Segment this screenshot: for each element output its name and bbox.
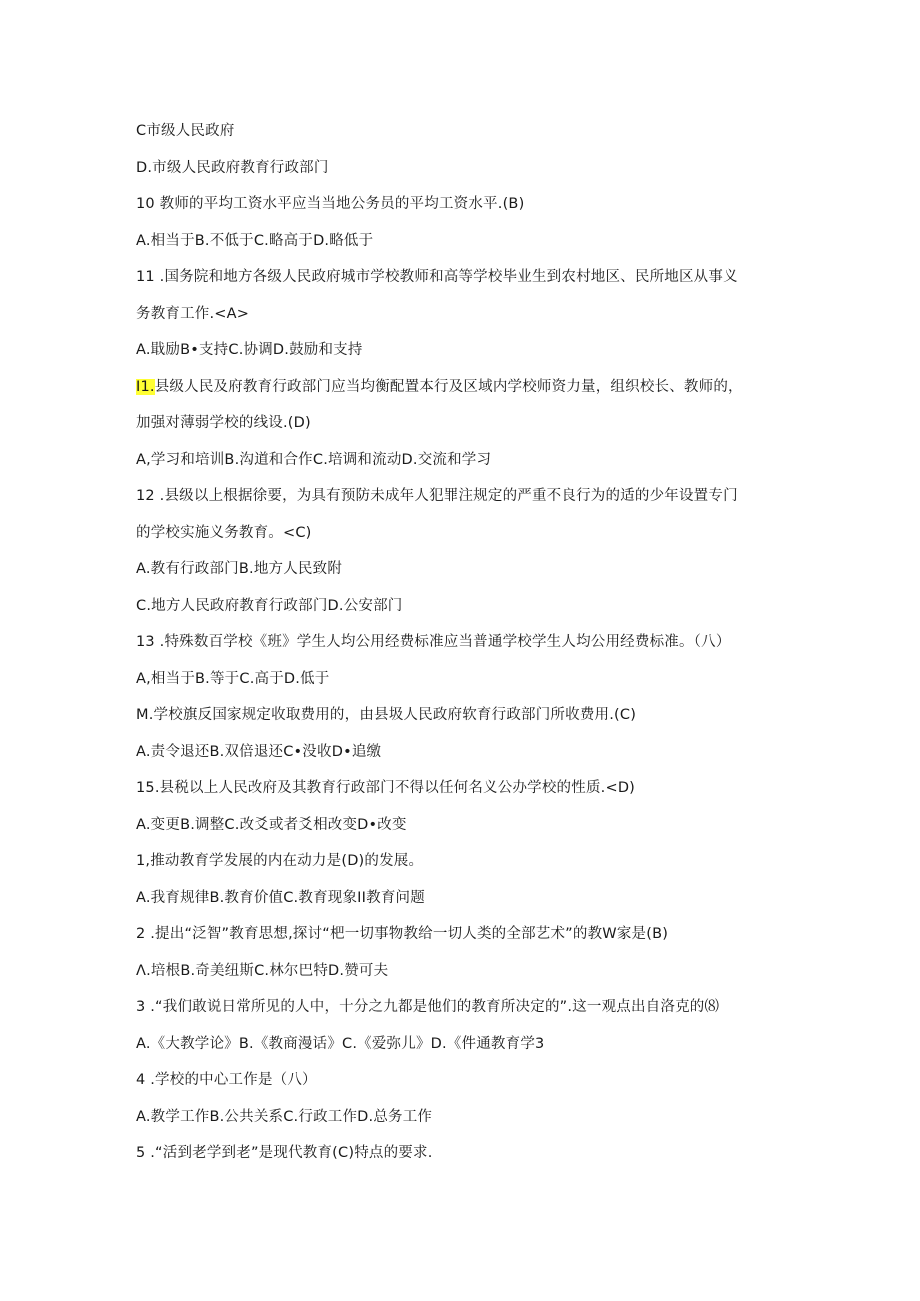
text-line-6: 务教育工作.<A> [136,305,250,322]
text-line-13: A.教有行政部门B.地方人民致附 [136,561,343,577]
text-line-5: 11 .国务院和地方各级人民政府城市学校教师和高等学校毕业生到农村地区、民所地区从事义 [136,269,738,285]
text-line-11: 12 .县级以上根据徐要，为具有预防未成年人犯罪注规定的严重不良行为的适的少年设置专门 [136,488,738,504]
text-line-25: 3 .“我们敢说日常所见的人中，十分之九都是他们的教育所决定的”.这一观点出自洛克的⑻ [136,999,720,1015]
text-line-22: A.我育规律B.教育价值C.教育现象II教育问题 [136,889,425,906]
text-line-21: 1,推动教育学发展的内在动力是(D)的发展。 [136,853,424,869]
text-line-24: Λ.培根B.奇美纽斯C.林尔巴特D.赞可夫 [136,962,389,979]
text-line-27: 4 .学校的中心工作是（八） [136,1072,317,1088]
text-line-14: C.地方人民政府教育行政部门D.公安部门 [136,597,403,614]
text-line-9: 加强对薄弱学校的线设.(D) [136,415,311,431]
text-line-3: 10 教师的平均工资水平应当当地公务员的平均工资水平.(B) [136,196,525,212]
text-line-10: A,学习和培训B.沟道和合作C.培调和流动D.交流和学习 [136,451,492,468]
text-line-15: 13 .特殊数百学校《班》学生人均公用经费标准应当普通学校学生人均公用经费标准。（八） [136,634,731,650]
text-line-17: M.学校旗反国家规定收取费用的，由县圾人民政府软育行政部门所收费用.(C) [136,707,637,723]
text-line-1: C市级人民政府 [136,123,235,139]
text-line-26: A.《大教学论》B.《教商漫话》C.《爱弥儿》D.《件通教育学3 [136,1035,545,1052]
text-line-20: A.变更B.调整C.改爻或者爻相改变D•改变 [136,816,407,833]
text-line-23: 2 .提出“泛智”教育思想,探讨“杷一切事物教给一切人类的全部艺术”的教W家是(B) [136,926,669,942]
text-line-16: A,相当于B.等于C.高于D.低于 [136,670,330,687]
text-line-12: 的学校实施义务教育。<C) [136,524,312,541]
text-line-18: A.责令退还B.双倍退还C•没收D•追缴 [136,743,382,760]
text-line-7: A.戢励B•支持C.协调D.鼓励和支持 [136,342,363,358]
text-line-29: 5 .“活到老学到老”是现代教育(C)特点的要求. [136,1145,433,1161]
document-body [136,113,786,1172]
text-line-8-rest: 县级人民及府教育行政部门应当均衡配置本行及区域内学校师资力量，组织校长、教师的， [154,378,743,395]
text-line-4: A.相当于B.不低于C.略高于D.略低于 [136,232,374,249]
text-line-2: D.市级人民政府教育行政部门 [136,159,329,176]
text-line-8 [136,369,786,406]
text-line-28: A.教学工作B.公共关系C.行政工作D.总务工作 [136,1108,433,1125]
highlighted-text: I1. [136,378,155,395]
text-line-19: 15.县税以上人民改府及其教育行政部门不得以任何名义公办学校的性质.<D) [136,780,636,796]
